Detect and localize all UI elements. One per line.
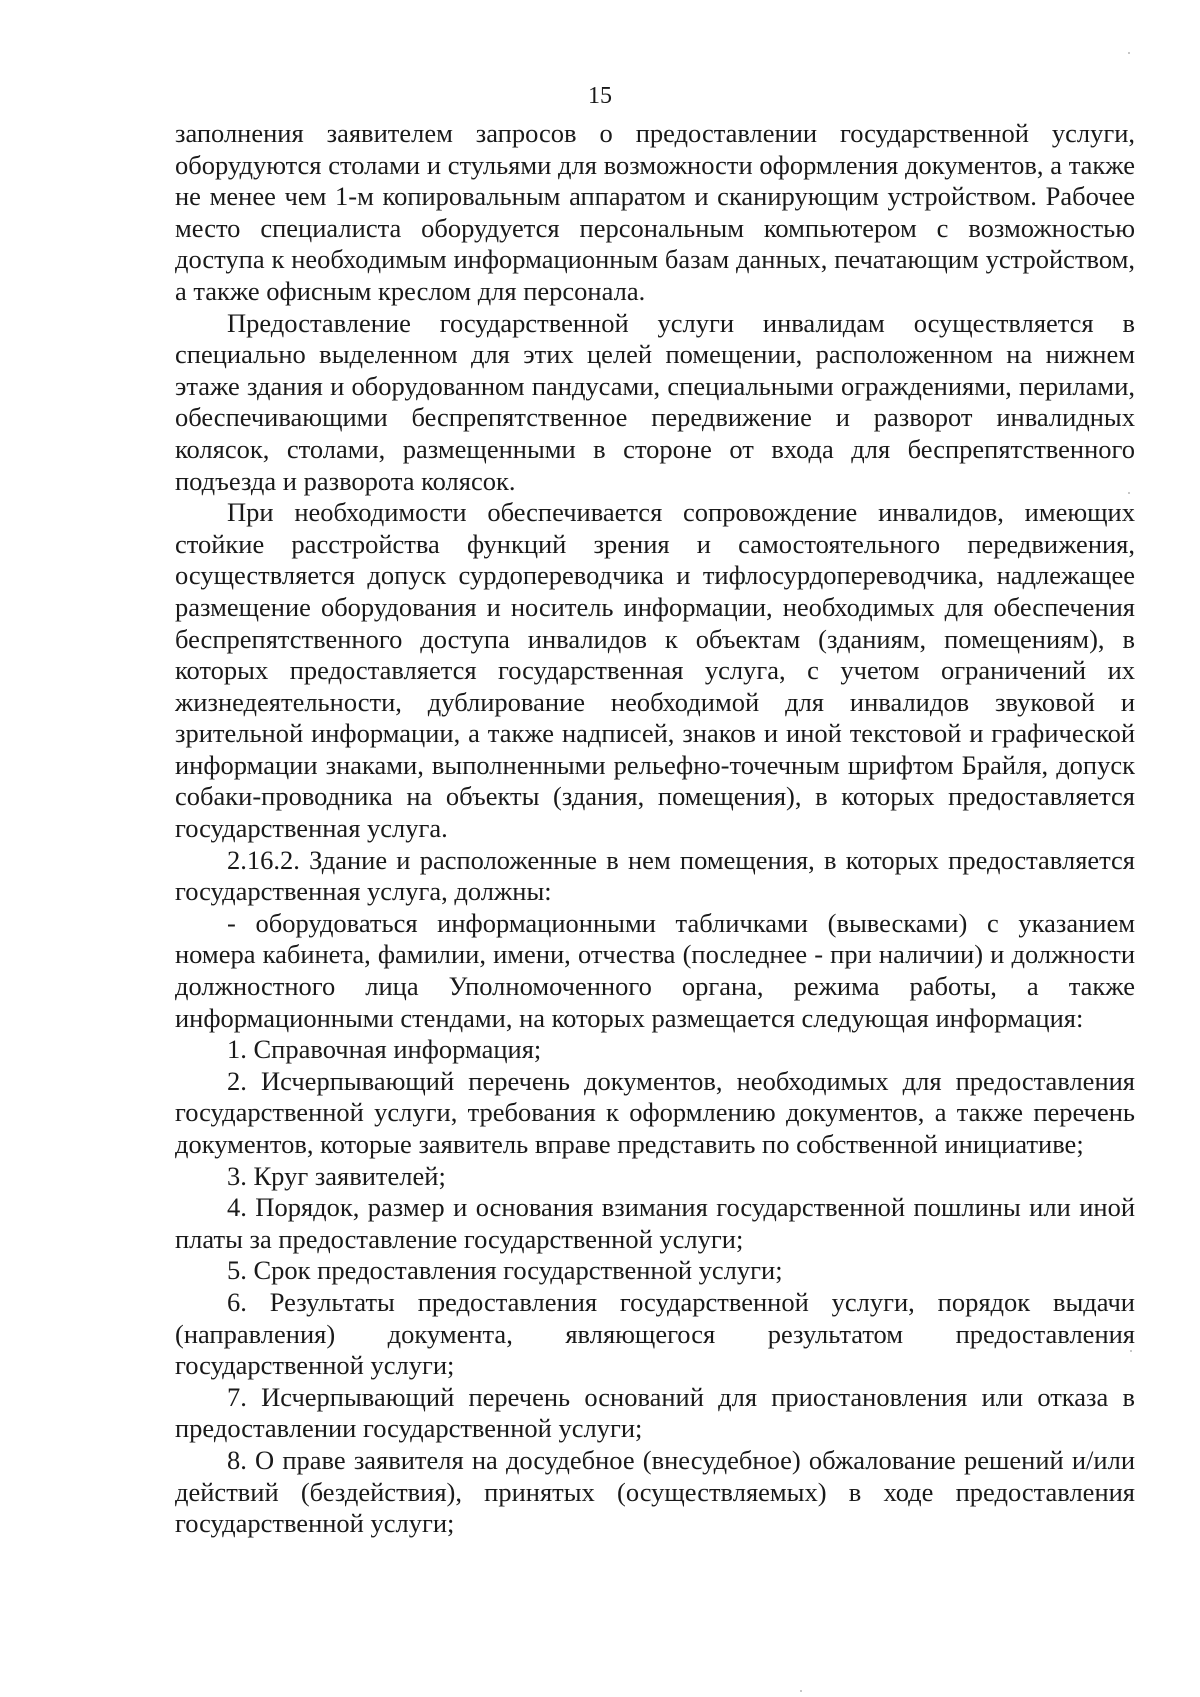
list-item-1: 1. Справочная информация; [227,1034,542,1065]
paragraph-section-2-16-2: 2.16.2. Здание и расположенные в нем помещения, в которых предоставляется государственная услуга, должны: [175,844,1135,907]
list-item-7: 7. Исчерпывающий перечень оснований для приостановления или отказа в предоставлении государственной услуги; [175,1381,1135,1444]
paragraph-continuation: заполнения заявителем запросов о предоставлении государственной услуги, оборудуются столами и стульями для возможности оформления документов, а также не менее чем 1-м копировальным аппаратом и сканирующим устройством. Рабочее место специалиста оборудуется персональным компьютером с возможностью доступа к необходимым информационным базам данных, печатающим устройством, а также офисным креслом для персонала. [175,118,1135,306]
list-item-2: 2. Исчерпывающий перечень документов, необходимых для предоставления государственной услуги, требования к оформлению документов, а также перечень документов, которые заявитель вправе представить по собственной инициативе; [175,1065,1135,1159]
page-number: 15 [588,83,612,109]
document-body [175,118,1135,1540]
list-item-4: 4. Порядок, размер и основания взимания государственной пошлины или иной платы за предоставление государственной услуги; [175,1192,1135,1254]
list-item-6: 6. Результаты предоставления государственной услуги, порядок выдачи (направления) документа, являющегося результатом предоставления государственной услуги; [175,1286,1135,1381]
scan-speck [1128,52,1130,54]
paragraph-information-signs: - оборудоваться информационными табличками (вывесками) с указанием номера кабинета, фамилии, имени, отчества (последнее - при наличии) и должности должностного лица Уполномоченного органа, режима работы, а также информационными стендами, на которых размещается следующая информация: [175,907,1135,1033]
list-item-3: 3. Круг заявителей; [227,1160,446,1191]
list-item-5: 5. Срок предоставления государственной услуги; [227,1255,783,1286]
scan-speck [1130,1350,1132,1352]
scan-speck [1128,492,1130,494]
list-item-8: 8. О праве заявителя на досудебное (внесудебное) обжалование решений и/или действий (бездействия), принятых (осуществляемых) в ходе предоставления государственной услуги; [175,1444,1135,1539]
paragraph-disabled-assistance: При необходимости обеспечивается сопровождение инвалидов, имеющих стойкие расстройства функций зрения и самостоятельного передвижения, осуществляется допуск сурдопереводчика и тифлосурдопереводчика, надлежащее размещение оборудования и носитель информации, необходимых для обеспечения беспрепятственного доступа инвалидов к объектам (зданиям, помещениям), в которых предоставляется государственная услуга, с учетом ограничений их жизнедеятельности, дублирование необходимой для инвалидов звуковой и зрительной информации, а также надписей, знаков и иной текстовой и графической информации знаками, выполненными рельефно-точечным шрифтом Брайля, допуск собаки-проводника на объекты (здания, помещения), в которых предоставляется государственная услуга. [175,497,1135,844]
scan-speck [800,1690,802,1692]
paragraph-disabled-access-premises: Предоставление государственной услуги инвалидам осуществляется в специально выделенном для этих целей помещении, расположенном на нижнем этаже здания и оборудованном пандусами, специальными ограждениями, перилами, обеспечивающими беспрепятственное передвижение и разворот инвалидных колясок, столами, размещенными в стороне от входа для беспрепятственного подъезда и разворота колясок. [175,307,1135,496]
